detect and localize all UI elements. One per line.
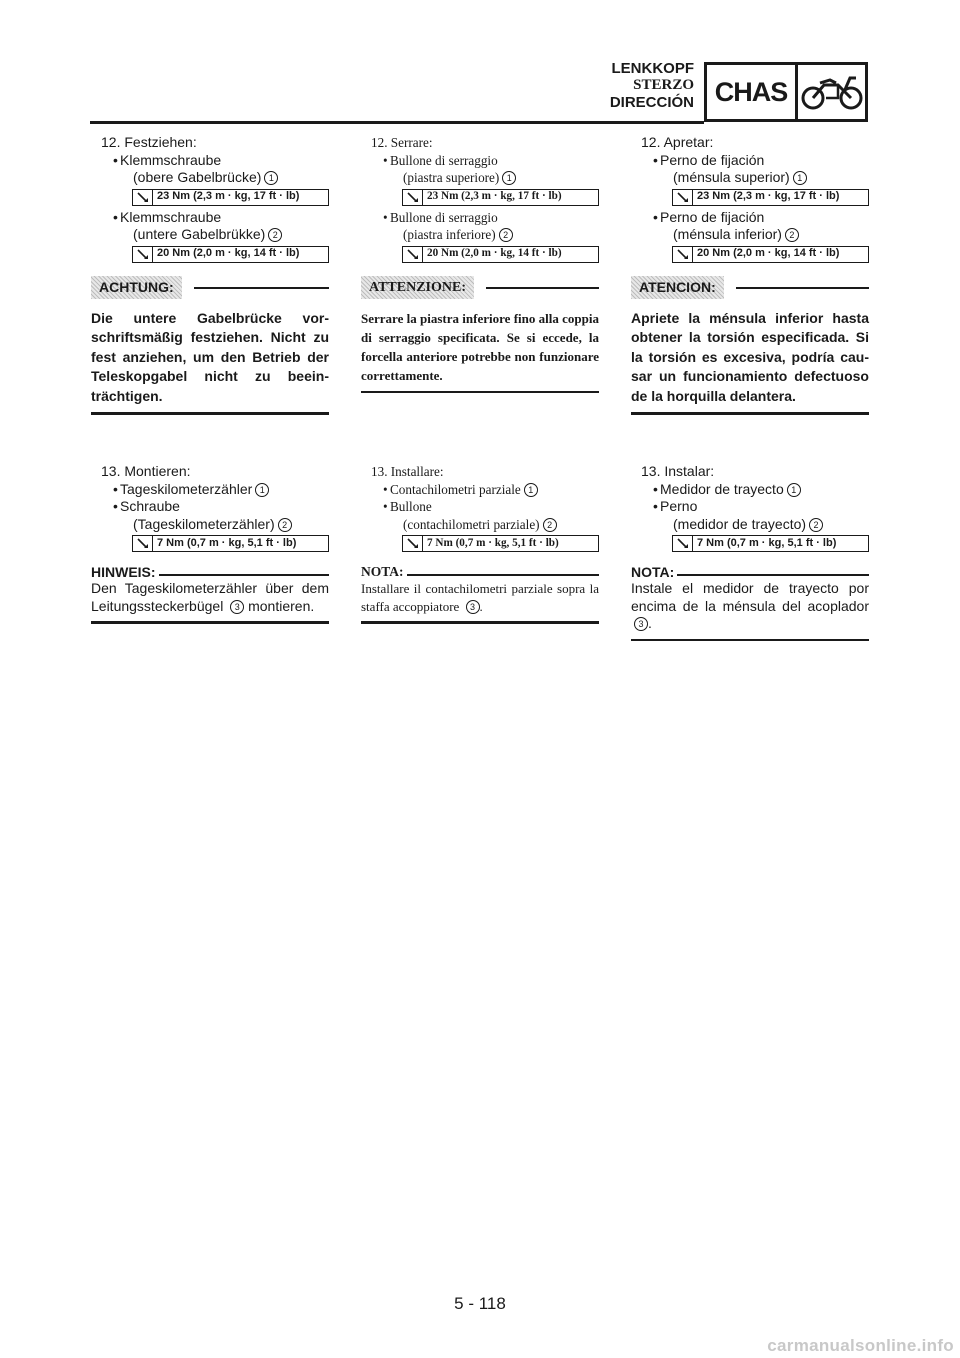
it-bullet-1: • Bullone di serraggio xyxy=(383,152,498,168)
torque-wrench-icon xyxy=(673,536,693,551)
es-torque-1 xyxy=(672,189,869,206)
es-note-end-rule xyxy=(631,639,869,642)
header-titles xyxy=(610,60,694,111)
header-title-es: DIRECCIÓN xyxy=(609,94,694,111)
de-torque-3-value: 7 Nm (0,7 m · kg, 5,1 ft · lb) xyxy=(157,536,297,549)
it-bullet-1-cont-text: (piastra superiore) xyxy=(403,170,500,185)
ref-2-icon: 2 xyxy=(499,228,513,242)
torque-wrench-icon xyxy=(133,536,153,551)
ref-2-icon: 2 xyxy=(278,518,292,532)
it-note-text: Installare il contachilometri parziale sopra la staffa accoppiatore 3 . xyxy=(361,581,599,614)
es-bullet-3: • Medidor de trayecto 1 xyxy=(631,481,869,499)
it-note-header xyxy=(361,564,599,580)
it-bullet-1-cont xyxy=(361,169,599,187)
de-bullet-1-cont xyxy=(91,169,329,187)
torque-wrench-icon xyxy=(403,190,423,205)
it-bullet-2: • Bullone di serraggio xyxy=(383,209,498,225)
de-step12-heading: 12. Festziehen: xyxy=(101,134,197,150)
it-bullet-4: • Bullone xyxy=(383,499,432,514)
it-bullet-3: • Contachilometri parziale 1 xyxy=(361,481,599,499)
de-step13-heading: 13. Montieren: xyxy=(101,463,191,479)
es-note-label: NOTA: xyxy=(631,564,675,580)
es-bullet-2-cont xyxy=(631,226,869,244)
chapter-badge xyxy=(704,62,868,122)
ref-1-icon: 1 xyxy=(502,171,516,185)
ref-1-icon: 1 xyxy=(793,171,807,185)
ref-1-icon: 1 xyxy=(255,483,269,497)
es-bullet-4: • Perno xyxy=(653,498,698,514)
es-note-header xyxy=(631,564,869,580)
ref-1-icon: 1 xyxy=(524,483,538,497)
de-bullet-1-text: Klemmschraube xyxy=(120,151,222,168)
es-step12-section xyxy=(631,134,869,415)
it-torque-3 xyxy=(402,535,599,552)
ref-2-icon: 2 xyxy=(543,518,557,532)
de-caution-label: ACHTUNG: xyxy=(91,276,182,299)
torque-wrench-icon xyxy=(133,247,153,262)
es-torque-1-value: 23 Nm (2,3 m · kg, 17 ft · lb) xyxy=(697,190,840,203)
header-title-it: STERZO xyxy=(633,77,694,93)
ref-1-icon: 1 xyxy=(264,171,278,185)
it-torque-2-value: 20 Nm (2,0 m · kg, 14 ft · lb) xyxy=(427,247,562,260)
ref-2-icon: 2 xyxy=(809,518,823,532)
ref-3-icon: 3 xyxy=(634,617,648,631)
torque-wrench-icon xyxy=(673,190,693,205)
torque-wrench-icon xyxy=(403,536,423,551)
de-note-text: Den Tageskilometerzähler über dem Leitungssteckerbügel 3 montieren. xyxy=(91,580,329,614)
de-caution-text: Die untere Gabelbrücke vorschriftsmäßig festziehen. Nicht zu fest anziehen, um den Betrieb der Teleskopgabel nicht zu beeinträchtigen. xyxy=(91,309,329,404)
it-bullet-2-cont xyxy=(361,226,599,244)
de-bullet-2-cont-text: (untere Gabelbrükke) xyxy=(133,226,266,242)
it-torque-1 xyxy=(402,189,599,206)
it-bullet-4-text: Bullone xyxy=(390,499,432,514)
es-bullet-4-cont-text: (medidor de trayecto) xyxy=(673,515,807,532)
es-note-text: Instale el medidor de trayecto por encima de la ménsula del acoplador 3 . xyxy=(631,580,869,631)
de-bullet-1-cont-text: (obere Gabelbrücke) xyxy=(133,169,262,185)
de-torque-2-value: 20 Nm (2,0 m · kg, 14 ft · lb) xyxy=(157,247,300,260)
es-step13-section xyxy=(631,463,869,641)
es-bullet-2-cont-text: (ménsula inferior) xyxy=(673,226,782,242)
de-step13-section xyxy=(91,463,329,624)
de-bullet-4-cont-text: (Tageskilometerzähler) xyxy=(133,515,275,532)
de-bullet-4-cont xyxy=(91,516,329,534)
torque-wrench-icon xyxy=(403,247,423,262)
ref-3-icon: 3 xyxy=(230,600,244,614)
de-bullet-3: • Tageskilometerzähler 1 xyxy=(91,481,329,499)
es-bullet-3-text: Medidor de trayecto xyxy=(660,480,784,497)
de-note-label: HINWEIS: xyxy=(91,564,156,580)
es-torque-3-value: 7 Nm (0,7 m · kg, 5,1 ft · lb) xyxy=(697,536,837,549)
it-caution-label: ATTENZIONE: xyxy=(361,276,474,299)
ref-1-icon: 1 xyxy=(787,483,801,497)
chapter-badge-label: CHAS xyxy=(707,65,798,119)
header-title-de: LENKKOPF xyxy=(611,60,694,77)
page-number: 5 - 118 xyxy=(454,1294,506,1313)
de-torque-1-value: 23 Nm (2,3 m · kg, 17 ft · lb) xyxy=(157,190,300,203)
es-bullet-2: • Perno de fijación xyxy=(653,208,765,225)
it-bullet-1-text: Bullone di serraggio xyxy=(390,152,498,168)
it-step12-section xyxy=(361,134,599,393)
motorcycle-icon xyxy=(798,65,865,119)
it-caution-end-rule xyxy=(361,391,599,394)
es-step13-heading: 13. Instalar: xyxy=(641,463,715,479)
de-bullet-2-text: Klemmschraube xyxy=(120,208,222,225)
es-bullet-2-text: Perno de fijación xyxy=(660,208,765,225)
de-torque-3 xyxy=(132,535,329,552)
es-caution-header xyxy=(631,277,869,299)
it-bullet-4-cont xyxy=(361,516,599,534)
de-torque-1 xyxy=(132,189,329,206)
it-torque-3-value: 7 Nm (0,7 m · kg, 5,1 ft · lb) xyxy=(427,536,559,549)
torque-wrench-icon xyxy=(133,190,153,205)
it-step13-heading: 13. Installare: xyxy=(371,464,444,479)
de-note-header xyxy=(91,564,329,580)
ref-2-icon: 2 xyxy=(268,228,282,242)
header-rule xyxy=(90,121,704,124)
es-bullet-4-text: Perno xyxy=(660,498,698,514)
es-torque-2-value: 20 Nm (2,0 m · kg, 14 ft · lb) xyxy=(697,247,840,260)
it-torque-2 xyxy=(402,246,599,263)
it-step13-section xyxy=(361,463,599,624)
it-caution-header xyxy=(361,277,599,299)
de-note-end-rule xyxy=(91,621,329,624)
de-bullet-3-text: Tageskilometerzähler xyxy=(120,480,253,497)
es-torque-3 xyxy=(672,535,869,552)
de-bullet-4: • Schraube xyxy=(113,498,180,514)
es-caution-end-rule xyxy=(631,412,869,415)
de-bullet-2-cont xyxy=(91,226,329,244)
it-bullet-2-text: Bullone di serraggio xyxy=(390,209,498,225)
it-bullet-2-cont-text: (piastra inferiore) xyxy=(403,227,496,242)
de-bullet-1: • Klemmschraube xyxy=(113,151,222,168)
de-step12-section xyxy=(91,134,329,415)
es-caution-text: Apriete la ménsula inferior hasta obtener la torsión especificada. Si la torsión es excesiva, podría causar un funcionamiento defectuoso de la horquilla delantera. xyxy=(631,309,869,404)
de-bullet-4-text: Schraube xyxy=(120,498,180,514)
es-bullet-1-text: Perno de fijación xyxy=(660,151,765,168)
watermark: carmanualsonline.info xyxy=(767,1336,954,1355)
es-caution-label: ATENCION: xyxy=(631,276,724,299)
es-bullet-1: • Perno de fijación xyxy=(653,151,765,168)
es-step12-heading: 12. Apretar: xyxy=(641,134,714,150)
it-caution-text: Serrare la piastra inferiore fino alla coppia di serraggio specificata. Se si eccede, la forcella anteriore potrebbe non funzionare correttamente. xyxy=(361,310,599,383)
torque-wrench-icon xyxy=(673,247,693,262)
ref-3-icon: 3 xyxy=(466,600,480,614)
de-bullet-2: • Klemmschraube xyxy=(113,208,222,225)
it-bullet-3-text: Contachilometri parziale xyxy=(390,481,521,497)
it-torque-1-value: 23 Nm (2,3 m · kg, 17 ft · lb) xyxy=(427,190,562,203)
es-bullet-1-cont-text: (ménsula superior) xyxy=(673,169,790,185)
de-torque-2 xyxy=(132,246,329,263)
de-caution-end-rule xyxy=(91,412,329,415)
it-note-label: NOTA: xyxy=(361,564,404,579)
it-step12-heading: 12. Serrare: xyxy=(371,135,433,150)
es-bullet-4-cont xyxy=(631,516,869,534)
it-bullet-4-cont-text: (contachilometri parziale) xyxy=(403,516,540,532)
ref-2-icon: 2 xyxy=(785,228,799,242)
es-torque-2 xyxy=(672,246,869,263)
it-note-end-rule xyxy=(361,621,599,624)
es-bullet-1-cont xyxy=(631,169,869,187)
de-caution-header xyxy=(91,277,329,299)
